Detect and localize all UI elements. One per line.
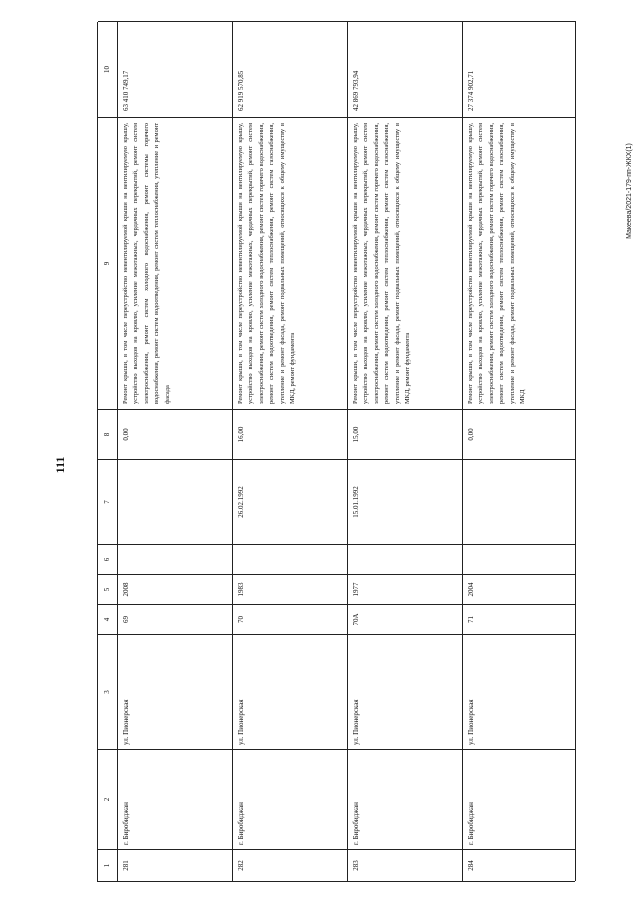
wear-cell: 0,00 (118, 409, 233, 459)
year-cell: 1983 (233, 574, 348, 604)
date-cell: 26.02.1992 (233, 459, 348, 544)
works-cell: Ремонт крыши, в том числе переустройство невентилируемой крыши на вентилируемую крышу, устройство выходов на кровлю, усиление межэтажных, чердачных перекрытий, ремонт систем электроснабжения, ремонт систем холодного водоснабжения, ремонт систем горячего водоснабжения, ремонт систем водоотведения, ремонт систем теплоснабжения, ремонт систем газоснабжения, утепление и ремонт фасада, ремонт подвальных помещений, относящихся к общему имуществу в МКД, ремонт фундамента (233, 117, 348, 409)
house-cell: 71 (463, 604, 576, 634)
header-col-1: 1 (98, 849, 118, 881)
col6-cell (233, 544, 348, 574)
house-cell: 70А (348, 604, 463, 634)
header-col-8: 8 (98, 409, 118, 459)
col6-cell (118, 544, 233, 574)
date-cell (463, 459, 576, 544)
col6-cell (348, 544, 463, 574)
street-cell: ул. Пионерская (233, 634, 348, 749)
year-cell: 2004 (463, 574, 576, 604)
works-cell: Ремонт крыши, в том числе переустройство невентилируемой крыши на вентилируемую крышу, устройство выходов на кровлю, усиление межэтажных, чердачных перекрытий, ремонт систем электроснабжения, ремонт систем холодного водоснабжения, ремонт систем горячего водоснабжения, ремонт систем водоотведения, ремонт систем теплоснабжения, ремонт систем газоснабжения, утепление и ремонт фасада, ремонт подвальных помещений, относящихся к общему имуществу в МКД, ремонт фундамента (348, 117, 463, 409)
header-col-2: 2 (98, 749, 118, 849)
header-col-6: 6 (98, 544, 118, 574)
house-cell: 69 (118, 604, 233, 634)
year-cell: 2008 (118, 574, 233, 604)
page-number: 111 (53, 456, 67, 474)
cost-cell: 27 374 902,71 (463, 21, 576, 117)
row-number: 284 (463, 849, 576, 881)
city-cell: г. Биробиджан (348, 749, 463, 849)
wear-cell: 0,00 (463, 409, 576, 459)
city-cell: г. Биробиджан (463, 749, 576, 849)
capital-repair-table (97, 22, 575, 882)
cost-cell: 62 919 570,85 (233, 21, 348, 117)
city-cell: г. Биробиджан (233, 749, 348, 849)
house-cell: 70 (233, 604, 348, 634)
header-col-9: 9 (98, 117, 118, 409)
year-cell: 1977 (348, 574, 463, 604)
wear-cell: 16,00 (233, 409, 348, 459)
header-col-4: 4 (98, 604, 118, 634)
row-number: 281 (118, 849, 233, 881)
street-cell: ул. Пионерская (348, 634, 463, 749)
cost-cell: 42 869 793,94 (348, 21, 463, 117)
row-number: 283 (348, 849, 463, 881)
document-footer: Макеева/2021-179-пп-ЖКХ(1) (626, 143, 633, 239)
header-col-7: 7 (98, 459, 118, 544)
wear-cell: 15,00 (348, 409, 463, 459)
street-cell: ул. Пионерская (463, 634, 576, 749)
city-cell: г. Биробиджан (118, 749, 233, 849)
col6-cell (463, 544, 576, 574)
street-cell: ул. Пионерская (118, 634, 233, 749)
row-number: 282 (233, 849, 348, 881)
date-cell (118, 459, 233, 544)
header-col-3: 3 (98, 634, 118, 749)
header-col-10: 10 (98, 21, 118, 117)
header-col-5: 5 (98, 574, 118, 604)
cost-cell: 63 410 749,17 (118, 21, 233, 117)
date-cell: 15.01.1992 (348, 459, 463, 544)
works-cell: Ремонт крыши, в том числе переустройство невентилируемой крыши на вентилируемую крышу, устройство выходов на кровлю, усиление межэтажных, чердачных перекрытий, ремонт систем электроснабжения, ремонт систем холодного водоснабжения, ремонт системы горячего водоснабжения, ремонт систем водоотведения, ремонт систем теплоснабжения, утепление и ремонт фасада (118, 117, 233, 409)
works-cell: Ремонт крыши, в том числе переустройство невентилируемой крыши на вентилируемую крышу, устройство выходов на кровлю, усиление межэтажных, чердачных перекрытий, ремонт систем электроснабжения, ремонт систем холодного водоснабжения, ремонт систем горячего водоснабжения, ремонт систем водоотведения, ремонт систем теплоснабжения, ремонт систем газоснабжения, утепление и ремонт фасада, ремонт подвальных помещений, относящихся к общему имуществу в МКД (463, 117, 576, 409)
